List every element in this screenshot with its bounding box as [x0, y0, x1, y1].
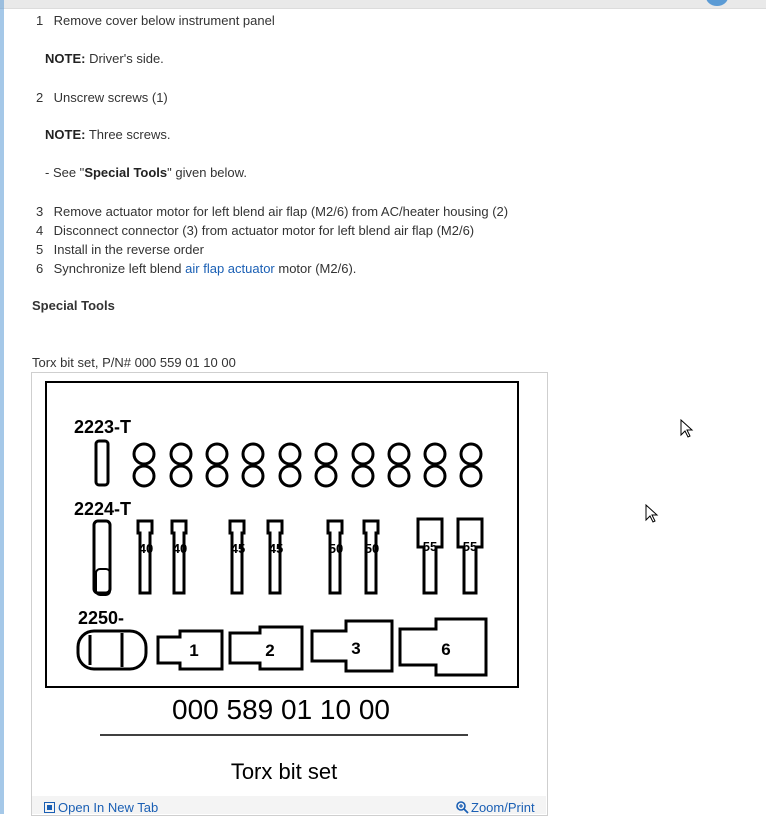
part-number: 000 589 01 10 00	[172, 694, 390, 725]
adapter-number: 6	[441, 640, 451, 659]
step-number: 6	[36, 261, 44, 276]
torx-bit-set-figure	[31, 372, 548, 816]
step-3	[36, 204, 508, 219]
bit-holder-2223	[96, 441, 108, 485]
step-number: 3	[36, 204, 44, 219]
round-bit	[280, 444, 300, 464]
zoom-print-link[interactable]	[456, 800, 535, 815]
adapter-number: 1	[189, 641, 199, 660]
open-tab-icon	[44, 802, 55, 813]
zoom-print-label: Zoom/Print	[471, 800, 535, 815]
see-prefix: - See "	[45, 165, 85, 180]
step-text-pre: Synchronize left blend	[53, 261, 186, 276]
long-bit	[418, 519, 442, 593]
round-bit	[461, 444, 481, 464]
round-bit	[389, 466, 409, 486]
step-1	[36, 13, 275, 28]
adapters-row	[158, 619, 486, 675]
round-bit	[316, 466, 336, 486]
zoom-icon	[456, 801, 469, 814]
bit-size-label: 55	[462, 539, 478, 554]
long-bit	[364, 521, 378, 593]
round-bit	[353, 466, 373, 486]
long-bit	[172, 521, 186, 593]
long-bit	[138, 521, 152, 593]
round-bit	[134, 444, 154, 464]
long-bits-row	[138, 519, 482, 593]
round-bit	[461, 466, 481, 486]
round-bit	[243, 466, 263, 486]
figure-caption: Torx bit set, P/N# 000 559 01 10 00	[32, 355, 236, 370]
open-in-new-tab-label: Open In New Tab	[58, 800, 159, 815]
label-2223: 2223-T	[74, 417, 132, 437]
note-text: Three screws.	[85, 127, 171, 142]
figure-title: Torx bit set	[230, 759, 338, 784]
bit-size-label: 40	[172, 541, 188, 556]
step-4	[36, 223, 474, 238]
note-label: NOTE:	[45, 51, 86, 66]
long-bit	[268, 521, 282, 593]
round-bit	[207, 444, 227, 464]
open-in-new-tab-link[interactable]	[44, 800, 158, 815]
round-bit	[207, 466, 227, 486]
step-text: Remove cover below instrument panel	[53, 13, 275, 28]
note-label: NOTE:	[45, 127, 86, 142]
bit-size-label: 50	[364, 541, 380, 556]
adapter-handle-shape	[78, 631, 146, 669]
note-three-screws	[45, 127, 170, 142]
round-bit	[243, 444, 263, 464]
step-text-post: motor (M2/6).	[274, 261, 357, 276]
adapter-number: 2	[265, 641, 275, 660]
torx-diagram	[32, 373, 547, 815]
step-5	[36, 242, 204, 257]
label-2224: 2224-T	[74, 499, 132, 519]
round-bit	[389, 444, 409, 464]
bit-size-label: 45	[230, 541, 246, 556]
see-suffix: " given below.	[167, 165, 247, 180]
round-bit	[316, 444, 336, 464]
long-bit	[458, 519, 482, 593]
step-6	[36, 261, 356, 276]
bit-size-label: 50	[328, 541, 344, 556]
round-bit	[171, 444, 191, 464]
step-number: 4	[36, 223, 44, 238]
round-bit	[280, 466, 300, 486]
adapter-handle	[78, 631, 146, 669]
note-text: Driver's side.	[85, 51, 164, 66]
round-bits-row	[134, 444, 481, 486]
bit-size-label: 55	[422, 539, 438, 554]
mouse-cursor-icon	[680, 419, 694, 439]
step-number: 2	[36, 90, 44, 105]
adapter-number: 3	[351, 639, 361, 658]
step-text: Disconnect connector (3) from actuator motor for left blend air flap (M2/6)	[53, 223, 475, 238]
left-edge-strip	[0, 0, 4, 814]
long-bit	[230, 521, 244, 593]
step-text: Remove actuator motor for left blend air flap (M2/6) from AC/heater housing (2)	[53, 204, 509, 219]
label-2250: 2250-	[78, 608, 125, 628]
mouse-cursor-icon	[645, 504, 659, 524]
round-bit	[425, 466, 445, 486]
bit-size-label: 45	[268, 541, 284, 556]
see-bold: Special Tools	[84, 165, 168, 180]
top-bar	[0, 0, 766, 9]
step-number: 5	[36, 242, 44, 257]
bit-size-label: 40	[138, 541, 154, 556]
step-number: 1	[36, 13, 44, 28]
special-tools-heading: Special Tools	[32, 298, 115, 313]
long-bit	[328, 521, 342, 593]
round-bit	[134, 466, 154, 486]
air-flap-actuator-link[interactable]: air flap actuator	[185, 261, 275, 276]
step-text: Install in the reverse order	[53, 242, 204, 257]
note-drivers-side	[45, 51, 164, 66]
round-bit	[353, 444, 373, 464]
step-text: Unscrew screws (1)	[53, 90, 168, 105]
round-bit	[425, 444, 445, 464]
round-bit	[171, 466, 191, 486]
step-2	[36, 90, 168, 105]
see-special-tools	[45, 165, 247, 180]
